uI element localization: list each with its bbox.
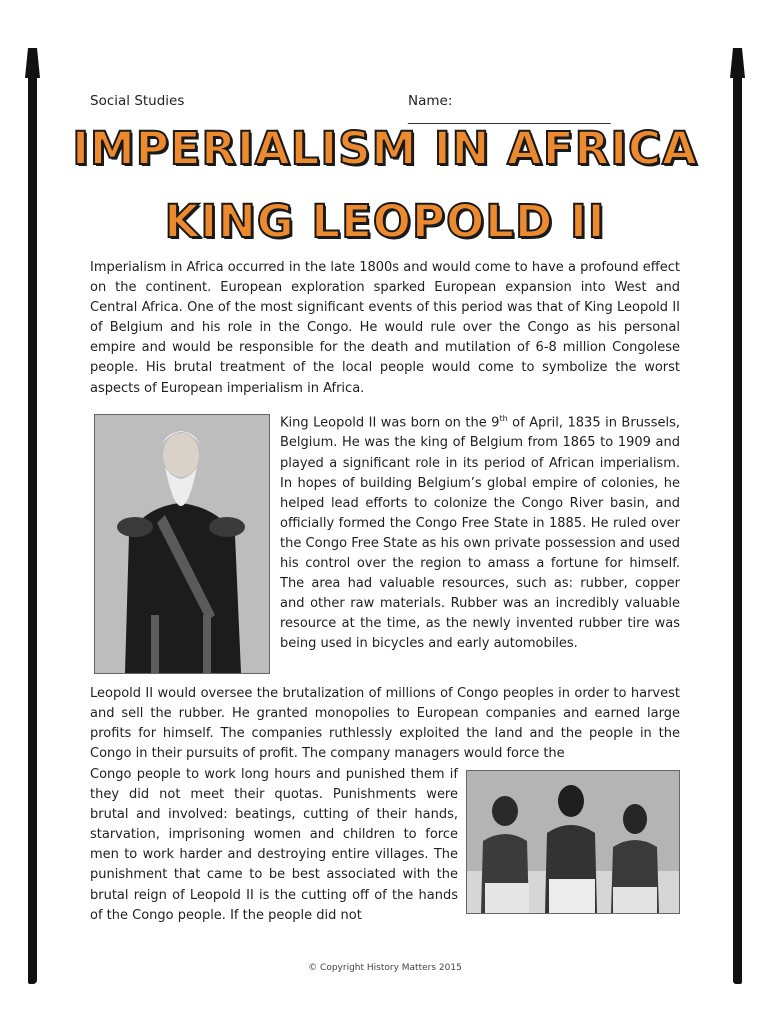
right-border — [733, 48, 742, 984]
page-title: IMPERIALISM IN AFRICA — [72, 122, 698, 175]
congo-photo-illustration — [467, 771, 679, 913]
biography-paragraph: King Leopold II was born on the 9th of April, 1835 in Brussels, Belgium. He was the king of Belgium from 1865 to 1909 and played a significant role in its period of African imperialism. In hopes of building Belgium’s global empire of colonies, he helped lead efforts to colonize the Congo River basin, and officially formed the Congo Free State in 1885. He ruled over the Congo Free State as his own private possession and used his control over the region to amass a fortune for himself. The area had valuable resources, such as: rubber, copper and other raw materials. Rubber was an incredibly valuable resource at the time, as the newly invented rubber tire was being used in bicycles and early automobiles. — [280, 414, 680, 652]
congo-people-photo — [466, 770, 680, 914]
portrait-illustration — [95, 415, 269, 673]
copyright-footer: © Copyright History Matters 2015 — [308, 963, 462, 973]
punishment-paragraph: Congo people to work long hours and punished them if they did not meet their quotas. Punishments were brutal and involved: beatings, cutting of their hands, starvation, imprisoning women and children to force men to work harder and destroying entire villages. The punishment that came to be best associated with the brutal reign of Leopold II is the cutting off of the hands of the Congo people. If the people did not — [90, 767, 458, 923]
king-leopold-portrait — [94, 414, 270, 674]
name-field[interactable]: Name: ______________________________ — [408, 93, 611, 125]
intro-paragraph: Imperialism in Africa occurred in the late 1800s and would come to have a profound effect on the continent. European exploration sparked European expansion into West and Central Africa. One of the most significant events of this period was that of King Leopold II of Belgium and his role in the Congo. He would rule over the Congo as his personal empire and would be responsible for the death and mutilation of 6-8 million Congolese people. His brutal treatment of the local people would come to symbolize the worst aspects of European imperialism in Africa. — [90, 260, 680, 396]
superscript-th: th — [499, 414, 508, 423]
left-border — [28, 48, 37, 984]
page-subtitle: KING LEOPOLD II — [164, 195, 606, 248]
subject-label: Social Studies — [90, 93, 185, 109]
brutality-paragraph: Leopold II would oversee the brutalization of millions of Congo peoples in order to harvest and sell the rubber. He granted monopolies to European companies and earned large profits for himself. The companies ruthlessly exploited the land and the people in the Congo in their pursuits of profit. The company managers would force the — [90, 686, 680, 762]
